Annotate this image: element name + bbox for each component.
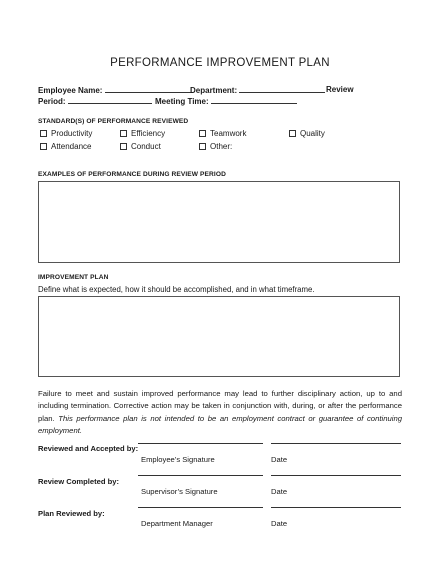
manager-date-line[interactable]: [271, 507, 401, 508]
improvement-textarea[interactable]: [38, 296, 400, 377]
checkbox-other[interactable]: [199, 142, 232, 151]
plan-reviewed-label: Plan Reviewed by:: [38, 509, 105, 518]
checkbox-conduct[interactable]: [120, 142, 161, 151]
checkbox-box[interactable]: [289, 130, 296, 137]
checkbox-teamwork[interactable]: [199, 129, 246, 138]
disclaimer-italic: This performance plan is not intended to be an employment contract or guarantee of continuing employment.: [38, 413, 403, 435]
improvement-description: Define what is expected, how it should be accomplished, and in what timeframe.: [38, 285, 315, 294]
checkbox-box[interactable]: [199, 130, 206, 137]
checkbox-box[interactable]: [120, 143, 127, 150]
reviewed-accepted-label: Reviewed and Accepted by:: [38, 444, 139, 453]
meeting-time-label: Meeting Time:: [155, 97, 209, 106]
manager-signature-caption: Department Manager: [141, 519, 213, 528]
meeting-time-field[interactable]: [155, 96, 297, 106]
improvement-heading: IMPROVEMENT PLAN: [38, 274, 109, 281]
department-label: Department:: [190, 86, 238, 95]
meeting-time-blank[interactable]: [211, 96, 297, 104]
checkbox-box[interactable]: [40, 130, 47, 137]
examples-textarea[interactable]: [38, 181, 400, 263]
checkbox-quality[interactable]: [289, 129, 325, 138]
employee-name-label: Employee Name:: [38, 86, 103, 95]
supervisor-signature-line[interactable]: [138, 475, 263, 476]
checkbox-label: Quality: [300, 129, 325, 138]
checkbox-productivity[interactable]: [40, 129, 92, 138]
checkbox-attendance[interactable]: [40, 142, 91, 151]
disclaimer-paragraph: [38, 388, 402, 437]
supervisor-signature-caption: Supervisor’s Signature: [141, 487, 218, 496]
supervisor-date-line[interactable]: [271, 475, 401, 476]
review-completed-label: Review Completed by:: [38, 477, 120, 486]
employee-signature-caption: Employee’s Signature: [141, 455, 215, 464]
supervisor-date-caption: Date: [271, 487, 288, 496]
checkbox-label: Productivity: [51, 129, 93, 138]
disclaimer-text: Failure to meet and sustain improved performance may lead to further disciplinary action, up to and including termination. Corrective action may be taken in conjunction with, during, or after the performance plan.: [38, 389, 402, 423]
employee-signature-line[interactable]: [138, 443, 263, 444]
checkbox-label: Teamwork: [210, 129, 247, 138]
employee-name-blank[interactable]: [105, 85, 193, 93]
review-label: Review: [326, 85, 354, 94]
employee-name-field[interactable]: [38, 85, 193, 95]
manager-date-caption: Date: [271, 519, 288, 528]
checkbox-label: Attendance: [51, 142, 92, 151]
checkbox-label: Efficiency: [131, 129, 166, 138]
page-title: PERFORMANCE IMPROVEMENT PLAN: [110, 57, 330, 69]
checkbox-label: Other:: [210, 142, 233, 151]
employee-date-line[interactable]: [271, 443, 401, 444]
checkbox-efficiency[interactable]: [120, 129, 165, 138]
checkbox-box[interactable]: [40, 143, 47, 150]
manager-signature-line[interactable]: [138, 507, 263, 508]
department-blank[interactable]: [239, 85, 325, 93]
examples-heading: EXAMPLES OF PERFORMANCE DURING REVIEW PERIOD: [38, 171, 226, 178]
period-field[interactable]: [38, 96, 152, 106]
department-field[interactable]: [190, 85, 325, 95]
checkbox-box[interactable]: [120, 130, 127, 137]
checkbox-box[interactable]: [199, 143, 206, 150]
checkbox-label: Conduct: [131, 142, 161, 151]
period-label: Period:: [38, 97, 66, 106]
period-blank[interactable]: [68, 96, 152, 104]
employee-date-caption: Date: [271, 455, 288, 464]
standards-heading: STANDARD(S) OF PERFORMANCE REVIEWED: [38, 118, 189, 125]
